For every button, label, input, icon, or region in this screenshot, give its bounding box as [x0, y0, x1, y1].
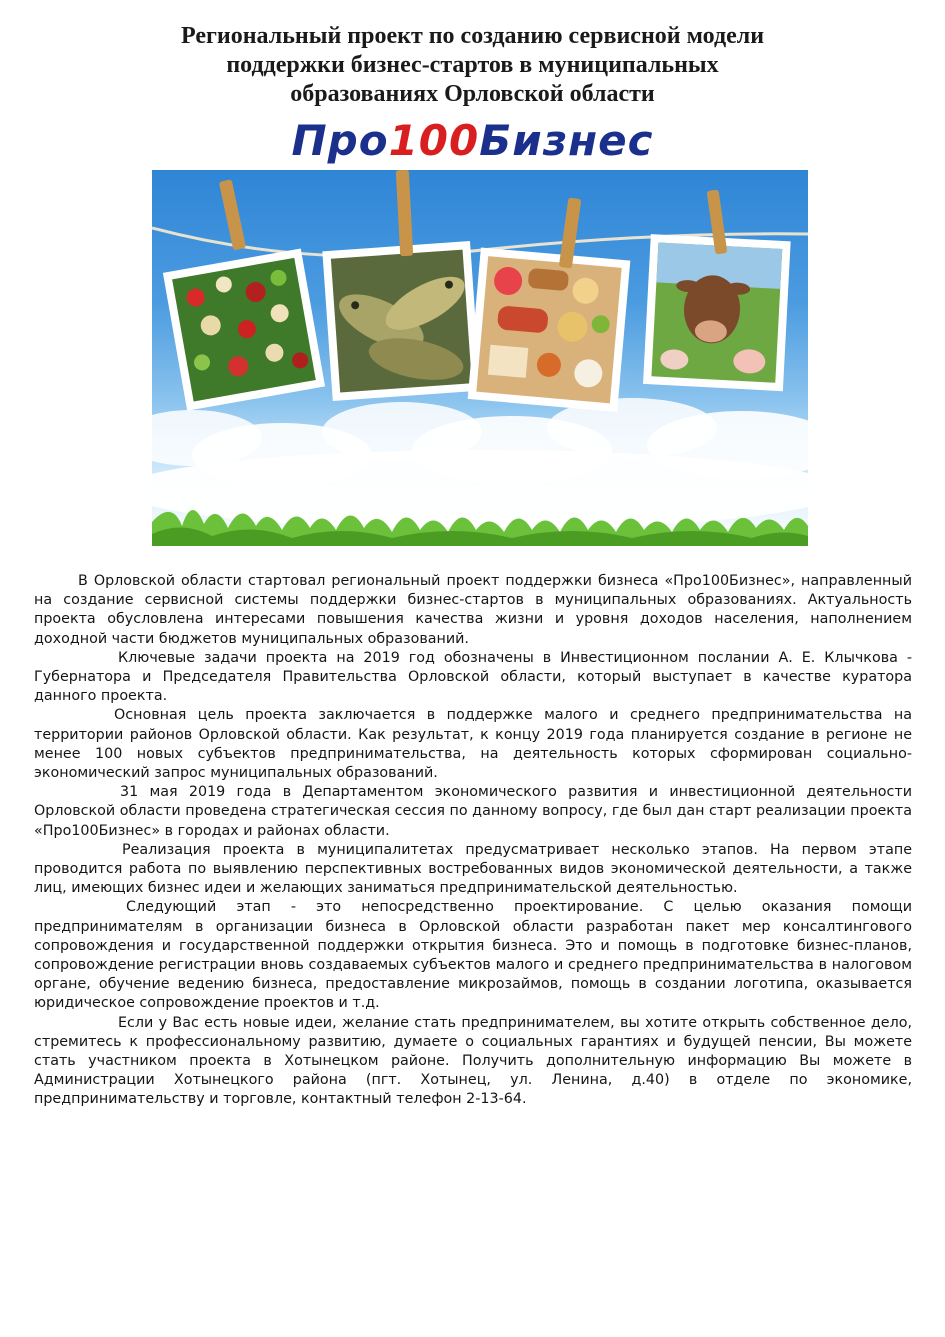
paragraph-7: Если у Вас есть новые идеи, желание стать предпринимателем, вы хотите открыть собственное дело, стремитесь к профессиональному развитию, думаете о социальных гарантиях и будущей пенсии, Вы можете стать участником проекта в Хотынецком районе. Получить дополнительную информацию Вы можете в Администрации Хотынецкого района (пгт. Хотынец, ул. Ленина, д.40) в отделе по экономике, предпринимательству и торговле, контактный телефон 2-13-64.	[34, 1014, 912, 1108]
logo-part-pro: Про	[291, 116, 389, 165]
banner-image	[152, 170, 808, 546]
banner-illustration	[152, 170, 808, 546]
food-photo	[468, 247, 631, 411]
title-line-2: поддержки бизнес-стартов в муниципальных	[226, 52, 719, 78]
page-title	[60, 22, 885, 109]
clothespin-2	[396, 170, 413, 256]
article-body	[34, 572, 912, 1110]
paragraph-5: Реализация проекта в муниципалитетах предусматривает несколько этапов. На первом этапе проводится работа по выявлению перспективных востребованных видов экономической деятельности, а также лиц, имеющих бизнес идеи и желающих заниматься предпринимательской деятельностью.	[34, 841, 912, 897]
title-line-1: Региональный проект по созданию сервисной модели	[180, 23, 765, 49]
logo-part-business: Бизнес	[479, 116, 654, 165]
paragraph-4: 31 мая 2019 года в Департаментом экономического развития и инвестиционной деятельности Орловской области проведена стратегическая сессия по данному вопросу, где был дан старт реализации проекта «Про100Бизнес» в городах и районах области.	[34, 784, 912, 839]
clothespin-1	[219, 179, 246, 250]
clouds	[152, 398, 808, 530]
fish-photo	[322, 241, 480, 401]
title-line-3: образованиях Орловской области	[290, 81, 655, 107]
paragraph-6: Следующий этап - это непосредственно проектирование. С целью оказания помощи предпринимателям в организации бизнеса в Орловской области разработан пакет мер консалтингового сопровождения и государственной поддержки открытия бизнеса. Это и помощь в подготовке бизнес-планов, сопровождение регистрации вновь создаваемых субъектов малого и среднего предпринимательства в налоговом органе, обучение ведению бизнеса, предоставление микрозаймов, помощь в создании логотипа, оказывается юридическое сопровождение проектов и т.д.	[34, 899, 912, 1012]
logo-part-number: 100	[388, 116, 480, 165]
project-logo	[0, 116, 945, 166]
vegetables-photo	[163, 249, 325, 411]
paragraph-2: Ключевые задачи проекта на 2019 год обозначены в Инвестиционном послании А. Е. Клычкова - Губернатора и Председателя Правительства Орловской области, который выступает в качестве куратора данного проекта.	[34, 649, 912, 705]
paragraph-1: В Орловской области стартовал региональный проект поддержки бизнеса «Про100Бизнес», направленный на создание сервисной системы поддержки бизнес-стартов в муниципальных образованиях. Актуальность проекта обусловлена интересами повышения качества жизни и уровня доходов населения, наполнением доходной части бюджетов муниципальных образований.	[34, 573, 912, 647]
cow-photo	[643, 234, 791, 391]
paragraph-3: Основная цель проекта заключается в поддержке малого и среднего предпринимательства на территории районов Орловской области. Как результат, к концу 2019 года планируется создание в регионе не менее 100 новых субъектов предпринимательства, на деятельность которых сформирован социально-экономический запрос муниципальных образований.	[34, 707, 912, 782]
